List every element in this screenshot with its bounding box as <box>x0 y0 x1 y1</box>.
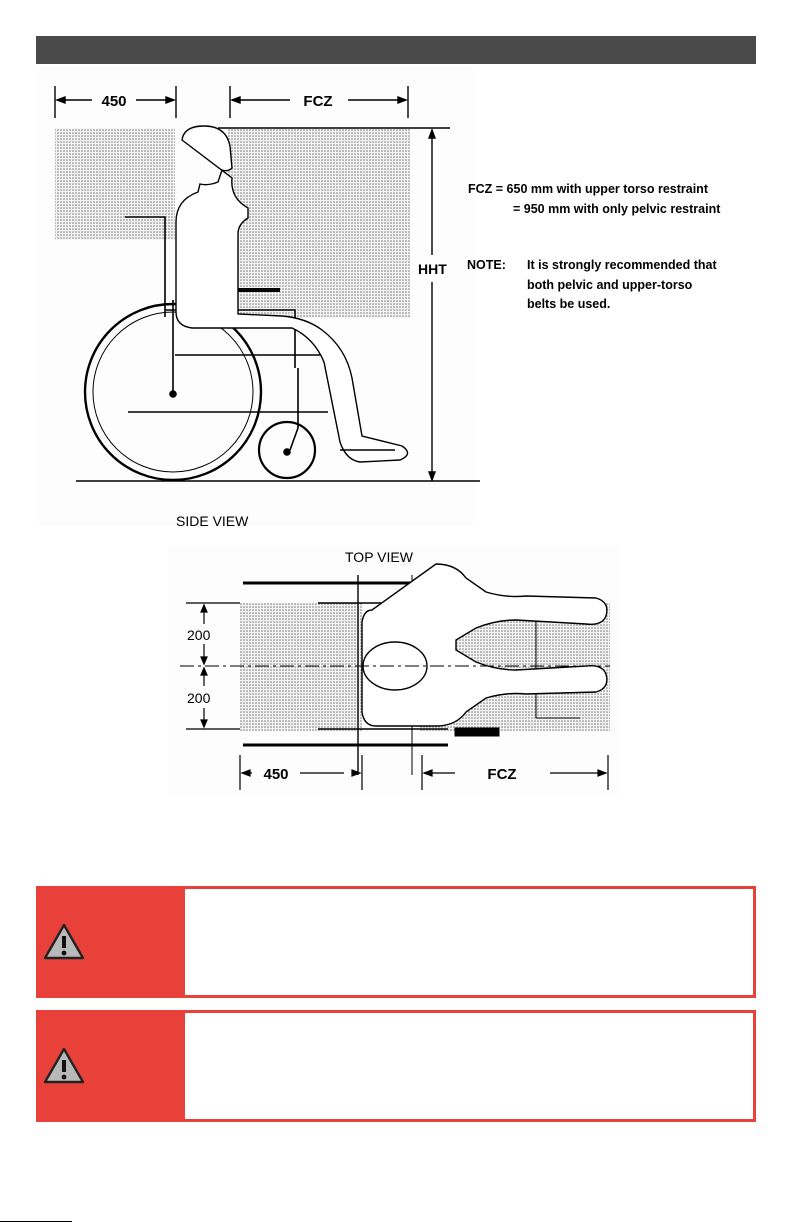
footer-rule <box>0 1221 72 1222</box>
note-line-2: both pelvic and upper-torso <box>527 278 693 292</box>
top-view <box>168 545 620 797</box>
warning-triangle-icon <box>42 922 86 962</box>
warning-side-panel <box>39 1013 185 1119</box>
warning-side-panel <box>39 889 185 995</box>
rear-clear-zone <box>55 128 175 240</box>
side-view <box>36 66 721 529</box>
side-dim-rear-label: 450 <box>101 93 127 110</box>
fcz-line-1: FCZ = 650 mm with upper torso restraint <box>468 182 708 196</box>
top-dim-lower-label: 200 <box>187 690 211 706</box>
warning-triangle-icon <box>42 1046 86 1086</box>
side-dim-height-label: HHT <box>418 261 447 277</box>
top-view-caption: TOP VIEW <box>345 549 413 565</box>
side-view-caption: SIDE VIEW <box>176 513 249 529</box>
note-line-3: belts be used. <box>527 297 611 311</box>
top-rear-clear-zone <box>240 603 362 731</box>
side-dim-front-label: FCZ <box>303 93 333 110</box>
note-line-1: It is strongly recommended that <box>527 258 717 272</box>
note-label: NOTE: <box>467 258 506 272</box>
top-dim-upper-label: 200 <box>187 627 211 643</box>
warning-box-2 <box>36 1010 756 1122</box>
top-dim-rear-label: 450 <box>263 766 289 783</box>
top-dim-front-label: FCZ <box>487 766 517 783</box>
warning-text-1 <box>199 901 741 983</box>
warning-text-2 <box>199 1025 741 1107</box>
warning-box-1 <box>36 886 756 998</box>
fcz-line-2: = 950 mm with only pelvic restraint <box>513 202 721 216</box>
fcz-definition <box>467 182 721 311</box>
